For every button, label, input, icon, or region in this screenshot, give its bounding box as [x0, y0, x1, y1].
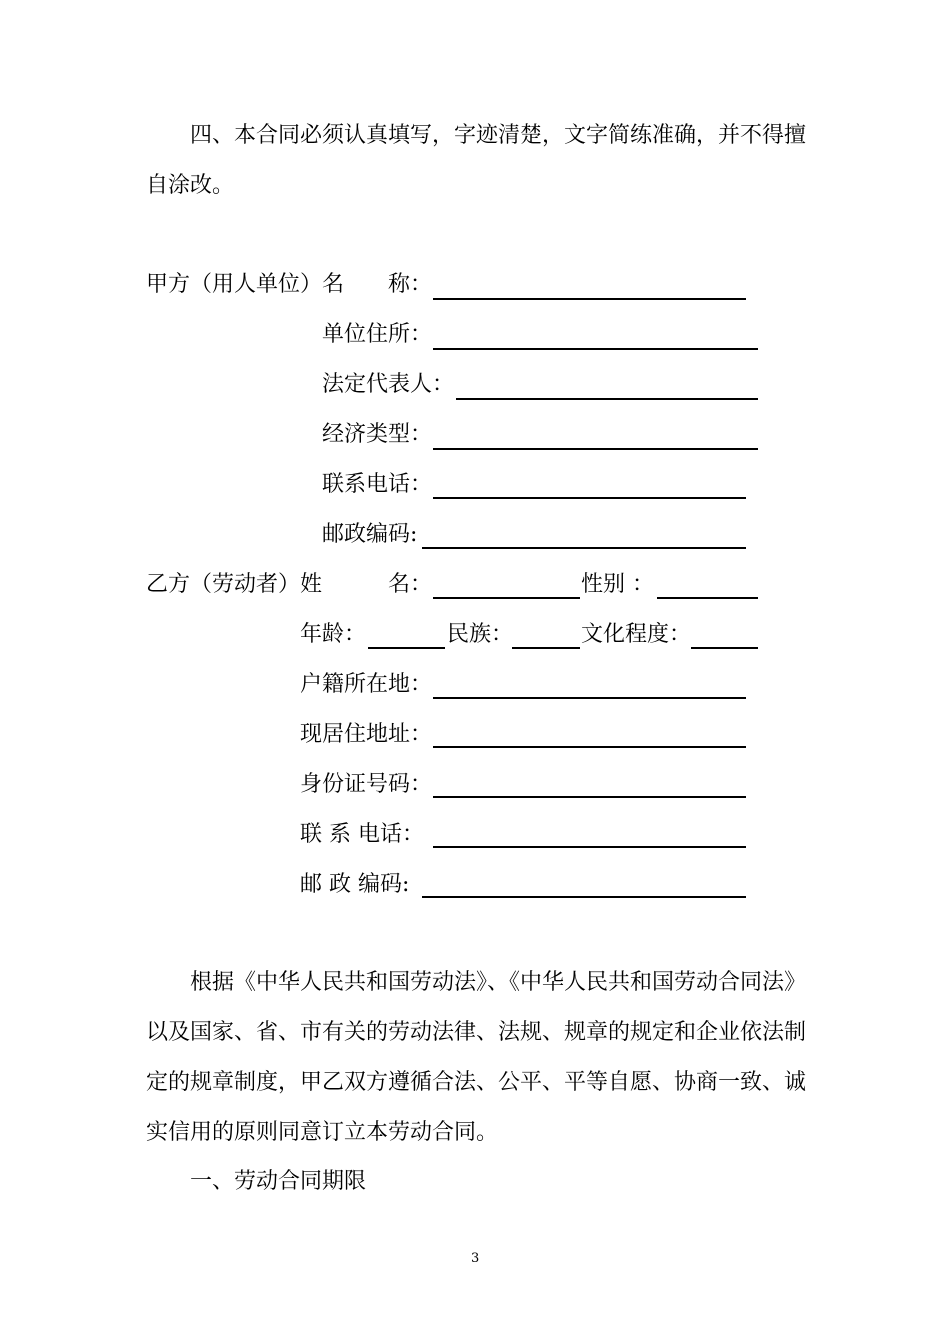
party-a-heading: 甲方（用人单位）	[146, 272, 323, 297]
body-line-1: 根据《中华人民共和国劳动法》、《中华人民共和国劳动合同法》	[190, 970, 807, 995]
body-line-2: 以及国家、省、市有关的劳动法律、法规、规章的规定和企业依法制	[146, 1020, 807, 1045]
body-line-3: 定的规章制度，甲乙双方遵循合法、公平、平等自愿、协商一致、诚	[146, 1070, 807, 1095]
intro-line-2: 自涂改。	[146, 173, 235, 198]
party-b-name-label-1: 姓	[300, 572, 323, 597]
party-b-education-label: 文化程度：	[581, 622, 692, 647]
body-line-4: 实信用的原则同意订立本劳动合同。	[146, 1120, 499, 1145]
party-b-id-label: 身份证号码：	[300, 772, 433, 797]
party-b-age-label: 年龄：	[300, 622, 367, 647]
party-a-legal-rep-field[interactable]	[456, 398, 758, 400]
party-a-postcode-label: 邮政编码:	[322, 522, 418, 547]
party-b-age-field[interactable]	[368, 647, 445, 649]
party-a-legal-rep-label: 法定代表人：	[322, 372, 455, 397]
party-b-residence-label: 现居住地址：	[300, 722, 433, 747]
party-b-heading: 乙方（劳动者）	[146, 572, 301, 597]
party-b-hukou-label: 户籍所在地：	[300, 672, 433, 697]
party-b-postcode-label: 邮 政 编码:	[300, 872, 410, 897]
party-a-econ-type-label: 经济类型：	[322, 422, 433, 447]
party-a-name-label-1: 名	[322, 272, 345, 297]
party-b-hukou-field[interactable]	[433, 697, 746, 699]
party-a-phone-field[interactable]	[433, 497, 746, 499]
party-a-phone-label: 联系电话：	[322, 472, 433, 497]
party-a-econ-type-field[interactable]	[433, 448, 758, 450]
party-b-phone-label: 联 系 电话：	[300, 822, 424, 847]
party-b-name-label-2: 名：	[388, 572, 433, 597]
party-b-gender-label: 性别 ：	[581, 572, 654, 597]
party-b-education-field[interactable]	[691, 647, 758, 649]
party-b-phone-field[interactable]	[433, 846, 746, 848]
party-b-residence-field[interactable]	[433, 746, 746, 748]
party-b-ethnicity-field[interactable]	[512, 647, 580, 649]
party-b-gender-field[interactable]	[657, 597, 758, 599]
party-b-id-field[interactable]	[433, 796, 746, 798]
party-b-name-field[interactable]	[433, 597, 580, 599]
page-number: 3	[471, 1251, 480, 1266]
party-a-name-label-2: 称：	[388, 272, 433, 297]
party-a-address-field[interactable]	[433, 348, 758, 350]
party-b-postcode-field[interactable]	[422, 896, 746, 898]
party-a-postcode-field[interactable]	[422, 547, 746, 549]
party-a-name-field[interactable]	[433, 298, 746, 300]
intro-line-1: 四、本合同必须认真填写，字迹清楚，文字简练准确，并不得擅	[190, 123, 807, 148]
party-a-address-label: 单位住所：	[322, 322, 433, 347]
section-1-heading: 一、劳动合同期限	[190, 1169, 367, 1194]
party-b-ethnicity-label: 民族：	[447, 622, 514, 647]
